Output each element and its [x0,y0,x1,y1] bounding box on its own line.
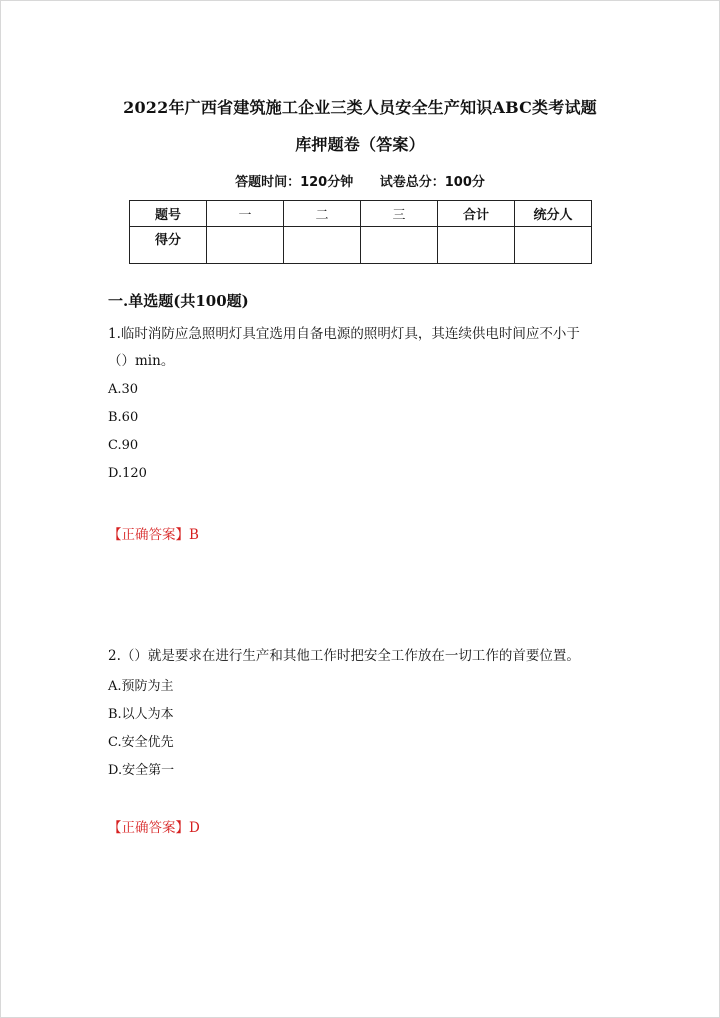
score-header-cell: 合计 [438,201,515,227]
question-2-option-a: A.预防为主 [108,679,174,694]
score-table-score-row [130,227,592,264]
score-header-cell: 二 [284,201,361,227]
score-table-header-row [130,201,592,227]
score-header-cell: 题号 [130,201,207,227]
question-1-text-line2: （）min。 [108,353,175,369]
score-cell [361,227,438,264]
question-2-option-b: B.以人为本 [108,707,174,722]
question-1-option-c: C.90 [108,438,139,453]
exam-title-line2: 库押题卷（答案） [295,135,425,154]
question-2-text-line1: 2.（）就是要求在进行生产和其他工作时把安全工作放在一切工作的首要位置。 [108,648,580,664]
question-1-option-d: D.120 [108,466,147,481]
question-2-option-c: C.安全优先 [108,735,174,750]
exam-total-score: 试卷总分：100分 [379,175,485,190]
score-cell [515,227,592,264]
question-1-option-b: B.60 [108,410,139,425]
question-1-text-line1: 1.临时消防应急照明灯具宜选用自备电源的照明灯具，其连续供电时间应不小于 [108,326,580,342]
score-table [129,200,592,264]
question-1-answer: 【正确答案】B [108,527,199,543]
question-2-option-d: D.安全第一 [108,763,175,778]
exam-title-line1: 2022年广西省建筑施工企业三类人员安全生产知识ABC类考试题 [123,98,597,117]
exam-meta [0,171,720,190]
section-title: 一.单选题(共100题) [108,292,249,310]
score-row-label: 得分 [130,227,207,264]
score-header-cell: 三 [361,201,438,227]
exam-time: 答题时间：120分钟 [235,175,354,190]
score-header-cell: 统分人 [515,201,592,227]
score-header-cell: 一 [207,201,284,227]
question-1-option-a: A.30 [108,382,139,397]
score-cell [438,227,515,264]
question-2-answer: 【正确答案】D [108,820,200,836]
score-cell [207,227,284,264]
score-cell [284,227,361,264]
